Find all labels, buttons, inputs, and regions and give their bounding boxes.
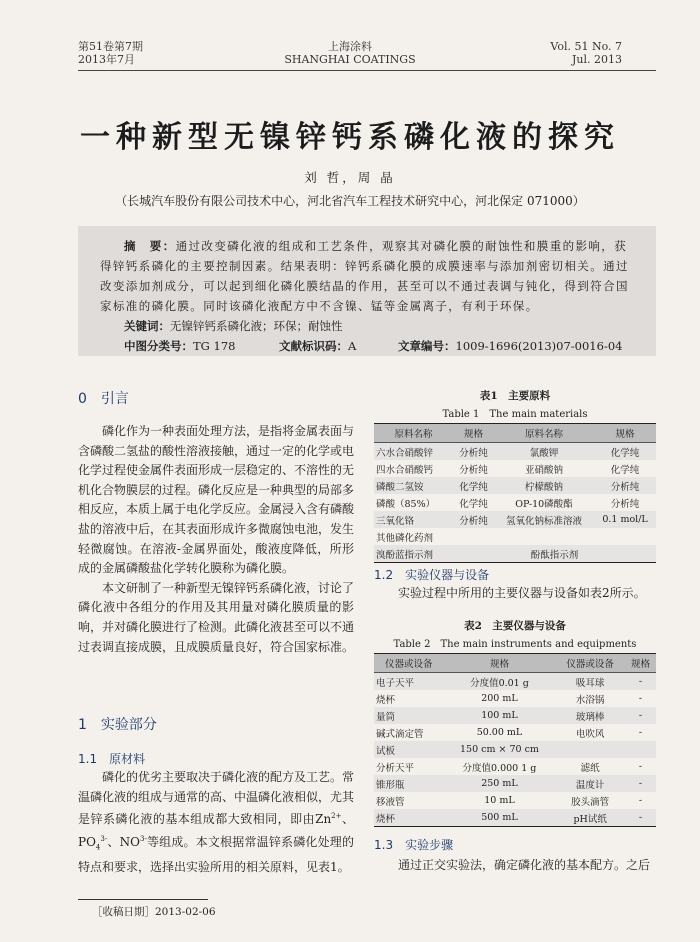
table-cell: [625, 741, 656, 758]
table-2-header-row: [374, 654, 656, 673]
table-1-header: 规格: [594, 424, 656, 443]
table-cell: 化学纯: [594, 443, 656, 461]
keywords-text: 无镍锌钙系磷化液；环保；耐蚀性: [170, 319, 343, 333]
table-row: [374, 707, 656, 724]
s11-part-a: 磷化的优劣主要取决于磷化液的配方及工艺。常温磷化液的组成与通常的高、中温磷化液相似，尤其是锌系磷化液的基本组成都大致相同，即由Zn: [78, 770, 355, 827]
section-1-2-heading: 1.2 实验仪器与设备: [374, 568, 490, 582]
table-row: [374, 741, 656, 758]
affiliation: （长城汽车股份有限公司技术中心，河北省汽车工程技术研究中心，河北保定 071000）: [115, 194, 585, 208]
table-cell: 锥形瓶: [374, 775, 444, 792]
table-cell: 胶头滴管: [555, 792, 625, 809]
section-1-3-paragraph: 通过正交实验法，确定磷化液的基本配方。之后: [398, 858, 651, 872]
table-cell: 化学纯: [453, 494, 494, 511]
table-2-caption: 表2 主要仪器与设备: [464, 620, 566, 632]
table-cell: -: [625, 724, 656, 741]
table-cell: 其他磷化药剂: [374, 528, 656, 545]
table-cell: 250 mL: [444, 775, 556, 792]
table-cell: 氢氧化钠标准溶液: [494, 511, 594, 528]
table-cell: pH试纸: [555, 809, 625, 827]
table-cell: 化学纯: [594, 460, 656, 477]
table-cell: 分析纯: [453, 511, 494, 528]
volume-issue-en: Vol. 51 No. 7: [550, 40, 622, 53]
section-experiment-heading: 1 实验部分: [78, 717, 157, 733]
table-row: [374, 775, 656, 792]
table-1: [374, 423, 656, 563]
volume-issue: 第51卷第7期: [78, 40, 143, 53]
table-cell: 吸耳球: [555, 673, 625, 691]
table-cell: 分度值0.000 1 g: [444, 758, 556, 775]
table-cell: 温度计: [555, 775, 625, 792]
table-cell: 分析纯: [453, 443, 494, 461]
table-cell: 烧杯: [374, 690, 444, 707]
received-date: ［收稿日期］2013-02-06: [92, 906, 216, 918]
table-1-block: [374, 388, 656, 563]
clc-value: TG 178: [193, 339, 236, 353]
table-cell: OP-10磷酸酯: [494, 494, 594, 511]
table-cell: -: [625, 775, 656, 792]
table-cell: 亚硝酸钠: [494, 460, 594, 477]
intro-text: [78, 422, 354, 657]
issue-date-en: Jul. 2013: [572, 53, 622, 66]
table-row: [374, 460, 656, 477]
s11-sub-po: 4: [95, 843, 101, 852]
table-row: [374, 673, 656, 691]
table-1-header: 规格: [453, 424, 494, 443]
table-cell: 滤纸: [555, 758, 625, 775]
table-cell: 柠檬酸钠: [494, 477, 594, 494]
table-cell: 50.00 mL: [444, 724, 556, 741]
authors: 刘 哲，周 晶: [304, 170, 396, 185]
table-cell: 分析纯: [453, 460, 494, 477]
keywords-label: 关键词：: [124, 319, 170, 333]
section-intro-heading: 0 引言: [78, 391, 129, 407]
clc-label: 中图分类号：: [124, 339, 193, 353]
table-cell: -: [625, 809, 656, 827]
table-cell: -: [625, 673, 656, 691]
table-cell: 分析纯: [594, 494, 656, 511]
table-cell: 碱式滴定管: [374, 724, 444, 741]
article-no-value: 1009-1696(2013)07-0016-04: [455, 339, 623, 353]
journal-name-cn: 上海涂料: [328, 40, 372, 53]
table-cell: -: [625, 707, 656, 724]
table-cell: 量筒: [374, 707, 444, 724]
table-cell: 水浴锅: [555, 690, 625, 707]
table-cell: 500 mL: [444, 809, 556, 827]
table-cell: 六水合硝酸锌: [374, 443, 453, 461]
table-cell: 分析纯: [594, 477, 656, 494]
table-1-header: 原料名称: [374, 424, 453, 443]
keywords: [100, 316, 634, 336]
table-cell: 烧杯: [374, 809, 444, 827]
table-cell: 移液管: [374, 792, 444, 809]
table-cell: 0.1 mol/L: [594, 511, 656, 528]
table-cell: 电吹风: [555, 724, 625, 741]
classification-line: [100, 336, 634, 356]
table-cell: 分度值0.01 g: [444, 673, 556, 691]
abstract-text: 通过改变磷化液的组成和工艺条件，观察其对磷化膜的耐蚀性和膜重的影响，获得锌钙系磷化的主要控制因素。结果表明：锌钙系磷化膜的成膜速率与添加剂密切相关。通过改变添加剂成分，可以起到细化磷化膜结晶的作用，甚至可以不通过表调与钝化，得到符合国家标准的磷化膜。同时该磷化液配方中不含镍、锰等金属离子，有利于环保。: [100, 239, 629, 313]
table-1-header: 原料名称: [494, 424, 594, 443]
table-cell: [555, 741, 625, 758]
s11-part-c: 、NO: [107, 834, 140, 849]
table-cell: 电子天平: [374, 673, 444, 691]
table-cell: 氯酸钾: [494, 443, 594, 461]
table-row: [374, 758, 656, 775]
table-row: [374, 724, 656, 741]
table-row: [374, 443, 656, 461]
s11-sup-zn: 2+: [331, 812, 342, 821]
footnote-rule: [78, 899, 208, 900]
intro-paragraph-1: 磷化作为一种表面处理方法，是指将金属表面与含磷酸二氢盐的酸性溶液接触，通过一定的化学或电化学过程使金属件表面形成一层稳定的、不溶性的无机化合物膜层的过程。磷化反应是一种典型的局部多相反应，本质上属于电化学反应。金属浸入含有磷酸盐的溶液中后，在其表面形成许多微腐蚀电池，发生轻微腐蚀。在溶液-金属界面处，酸液度降低，所形成的金属磷酸盐化学转化膜称为磷化膜。: [78, 424, 355, 576]
table-cell: 磷酸二氢铵: [374, 477, 453, 494]
table-cell: 溴酚蓝指示剂: [374, 545, 453, 563]
journal-volume-en: [550, 40, 622, 66]
table-cell: 分析天平: [374, 758, 444, 775]
issue-date: 2013年7月: [78, 53, 135, 66]
table-row: [374, 809, 656, 827]
s11-sup-no: 3-: [139, 834, 147, 843]
article-no-label: 文章编号：: [398, 339, 456, 353]
section-1-2-paragraph: 实验过程中所用的主要仪器与设备如表2所示。: [398, 586, 646, 600]
table-cell: 100 mL: [444, 707, 556, 724]
table-cell: 化学纯: [453, 477, 494, 494]
table-cell: 150 cm × 70 cm: [444, 741, 556, 758]
table-1-header-row: [374, 424, 656, 443]
table-2-caption-en: Table 2 The main instruments and equipments: [393, 639, 637, 650]
table-cell: -: [625, 758, 656, 775]
s11-part-b: 、PO: [78, 812, 354, 849]
section-1-3-heading: 1.3 实验步骤: [374, 838, 454, 852]
table-row: [374, 545, 656, 563]
section-1-1-heading: 1.1 原材料: [78, 752, 146, 766]
abstract: [100, 236, 634, 316]
table-cell: 200 mL: [444, 690, 556, 707]
section-1-3-text: [374, 856, 656, 876]
s11-part-d: 等组成。本文根据常温锌系磷化处理的特点和要求，选择出实验所用的相关原料，见表1。: [78, 834, 354, 874]
table-2-header: 规格: [625, 654, 656, 673]
doc-code-value: A: [348, 339, 357, 353]
table-row: [374, 792, 656, 809]
table-cell: 玻璃棒: [555, 707, 625, 724]
table-1-caption-en: Table 1 The main materials: [442, 409, 588, 420]
section-1-2-text: [374, 584, 656, 604]
table-cell: 三氧化铬: [374, 511, 453, 528]
table-2-header: 仪器或设备: [555, 654, 625, 673]
table-cell: 试板: [374, 741, 444, 758]
table-row: [374, 511, 656, 528]
section-1-1-paragraph: [78, 768, 354, 877]
table-cell: 磷酸（85%）: [374, 494, 453, 511]
table-1-caption: 表1 主要原料: [479, 390, 551, 402]
abstract-box: [78, 226, 656, 356]
journal-name-en: SHANGHAI COATINGS: [284, 53, 416, 66]
table-cell: 四水合硝酸钙: [374, 460, 453, 477]
paper-title: 一种新型无镍锌钙系磷化液的探究: [80, 120, 620, 155]
section-1-1-text: [78, 768, 354, 877]
table-2: [374, 653, 656, 827]
s11-sup-po: 3-: [100, 834, 108, 843]
intro-paragraph-2: 本文研制了一种新型无镍锌钙系磷化液，讨论了磷化液中各组分的作用及其用量对磷化膜质量的影响，并对磷化膜进行了检测。此磷化液甚至可以不通过表调直接成膜，且成膜质量良好，符合国家标准。: [78, 580, 355, 654]
table-2-block: [374, 618, 656, 827]
table-cell: 10 mL: [444, 792, 556, 809]
doc-code-label: 文献标识码：: [279, 339, 348, 353]
table-2-header: 规格: [444, 654, 556, 673]
abstract-label: 摘 要：: [124, 239, 176, 253]
table-cell: -: [625, 690, 656, 707]
table-row: [374, 477, 656, 494]
table-cell: -: [625, 792, 656, 809]
table-row: [374, 690, 656, 707]
table-row: [374, 494, 656, 511]
table-row: [374, 528, 656, 545]
header-rule: [78, 70, 656, 71]
table-cell: 酚酞指示剂: [453, 545, 656, 563]
table-2-header: 仪器或设备: [374, 654, 444, 673]
